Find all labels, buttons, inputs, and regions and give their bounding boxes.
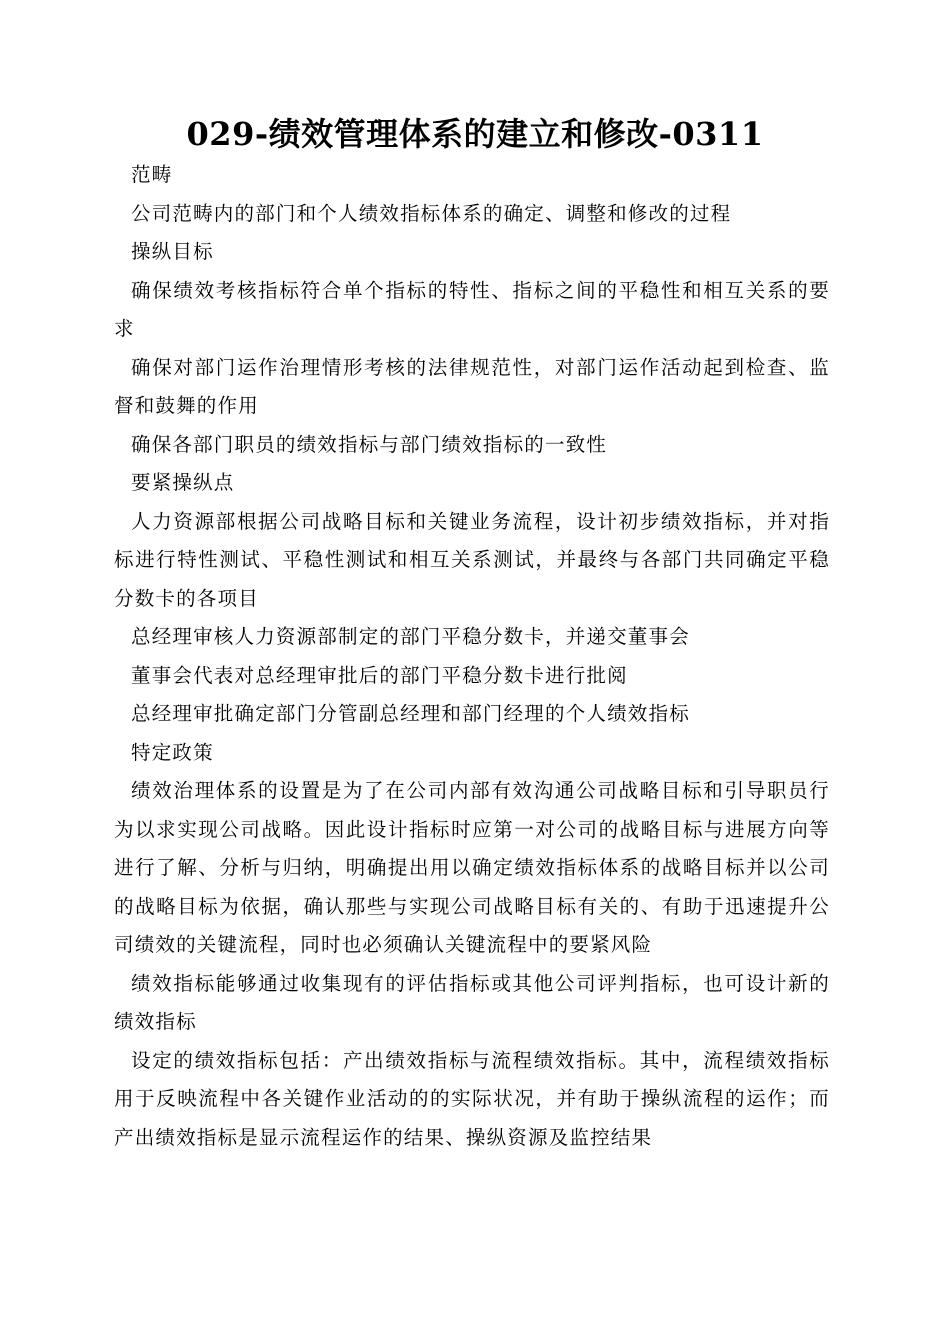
paragraph-control-points-heading: 要紧操纵点: [131, 471, 235, 494]
paragraph: 绩效治理体系的设置是为了在公司内部有效沟通公司战略目标和引导职员行为以求实现公司战略。因此设计指标时应第一对公司的战略目标与进展方向等进行了解、分析与归纳，明确提出用以确定绩效指标体系的战略目标并以公司的战略目标为依据，确认那些与实现公司战略目标有关的、有助于迅速提升公司绩效的关键流程，同时也必须确认关键流程中的要紧风险: [114, 779, 830, 956]
paragraph: 人力资源部根据公司战略目标和关键业务流程，设计初步绩效指标，并对指标进行特性测试、平稳性测试和相互关系测试，并最终与各部门共同确定平稳分数卡的各项目: [114, 509, 830, 610]
paragraph: 确保各部门职员的绩效指标与部门绩效指标的一致性: [131, 432, 608, 456]
paragraph: 确保对部门运作治理情形考核的法律规范性，对部门运作活动起到检查、监督和鼓舞的作用: [114, 355, 830, 417]
paragraph: 董事会代表对总经理审批后的部门平稳分数卡进行批阅: [131, 663, 628, 687]
paragraph: 绩效指标能够通过收集现有的评估指标或其他公司评判指标，也可设计新的绩效指标: [114, 971, 830, 1033]
paragraph: 确保绩效考核指标符合单个指标的特性、指标之间的平稳性和相互关系的要求: [114, 278, 830, 340]
paragraph-control-goal-heading: 操纵目标: [131, 240, 214, 263]
paragraph-scope-heading: 范畴: [131, 163, 173, 186]
paragraph: 设定的绩效指标包括：产出绩效指标与流程绩效指标。其中，流程绩效指标用于反映流程中各关键作业活动的的实际状况，并有助于操纵流程的运作；而产出绩效指标是显示流程运作的结果、操纵资源及监控结果: [114, 1048, 830, 1149]
paragraph: 公司范畴内的部门和个人绩效指标体系的确定、调整和修改的过程: [131, 201, 732, 225]
paragraph: 总经理审批确定部门分管副总经理和部门经理的个人绩效指标: [131, 702, 690, 725]
document-body: [114, 156, 830, 1157]
document-title: 029-绩效管理体系的建立和修改-0311: [186, 115, 764, 153]
paragraph-policy-heading: 特定政策: [131, 740, 214, 764]
paragraph: 总经理审核人力资源部制定的部门平稳分数卡，并递交董事会: [131, 625, 690, 648]
